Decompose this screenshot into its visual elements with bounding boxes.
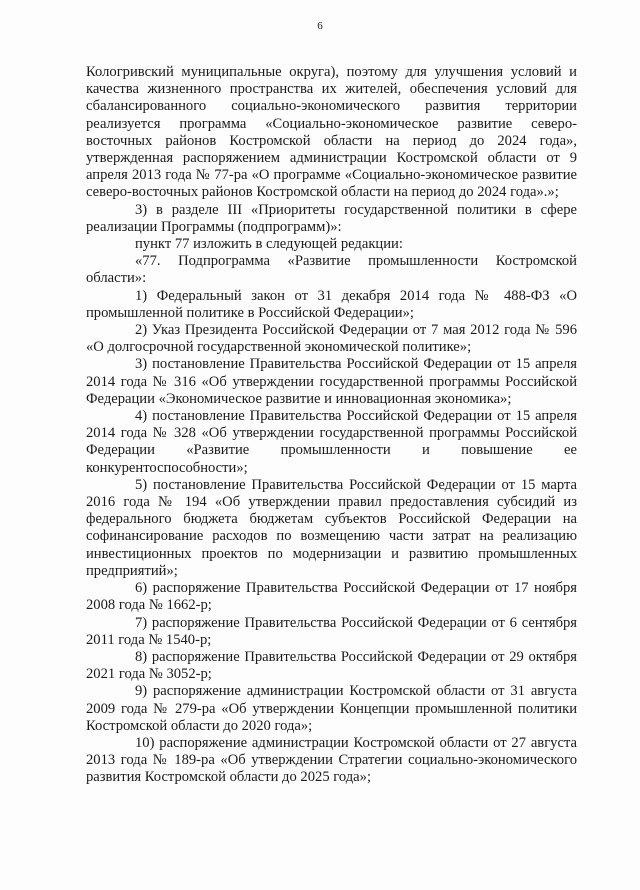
list-item-2: 2) Указ Президента Российской Федерации от 7 мая 2012 года № 596 «О долгосрочной государственной экономической политике»; [86,322,577,356]
paragraph-section-3: 3) в разделе III «Приоритеты государственной политики в сфере реализации Программы (подпрограмм)»: [86,201,577,235]
document-body [86,64,577,787]
list-item-10: 10) распоряжение администрации Костромской области от 27 августа 2013 года № 189-ра «Об утверждении Стратегии социально-экономического развития Костромской области до 2025 года»; [86,734,577,786]
paragraph-item-77-intro: пункт 77 изложить в следующей редакции: [135,236,403,253]
list-item-6: 6) распоряжение Правительства Российской Федерации от 17 ноября 2008 года № 1662-р; [86,580,577,614]
list-item-4: 4) постановление Правительства Российской Федерации от 15 апреля 2014 года № 328 «Об утверждении государственной программы Российской Федерации «Развитие промышленности и повышение ее конкурентоспособности»; [86,408,577,476]
list-item-1: 1) Федеральный закон от 31 декабря 2014 года № 488-ФЗ «О промышленной политике в Российской Федерации»; [86,287,577,321]
page-number: 6 [317,20,323,32]
list-item-8: 8) распоряжение Правительства Российской Федерации от 29 октября 2021 года № 3052-р; [86,648,577,683]
list-item-9: 9) распоряжение администрации Костромской области от 31 августа 2009 года № 279-ра «Об утверждении Концепции промышленной политики Костромской области до 2020 года»; [86,683,577,734]
paragraph-continuation: Кологривский муниципальные округа), поэтому для улучшения условий и качества жизненного пространства их жителей, обеспечения условий для сбалансированного социально-экономического развития территории реализуется программа «Социально-экономическое развитие северо-восточных районов Костромской области на период до 2024 года», утвержденная распоряжением администрации Костромской области от 9 апреля 2013 года № 77-ра «О программе «Социально-экономическое развитие северо-восточных районов Костромской области на период до 2024 года».»; [86,64,577,201]
list-item-3: 3) постановление Правительства Российской Федерации от 15 апреля 2014 года № 316 «Об утверждении государственной программы Российской Федерации «Экономическое развитие и инновационная экономика»; [86,356,577,407]
list-item-7: 7) распоряжение Правительства Российской Федерации от 6 сентября 2011 года № 1540-р; [86,614,577,648]
list-item-5: 5) постановление Правительства Российской Федерации от 15 марта 2016 года № 194 «Об утверждении правил предоставления субсидий из федерального бюджета бюджетам субъектов Российской Федерации на софинансирование расходов по возмещению части затрат на реализацию инвестиционных проектов по модернизации и развитию промышленных предприятий»; [86,476,577,579]
paragraph-item-77-title: «77. Подпрограмма «Развитие промышленности Костромской области»: [86,253,577,287]
